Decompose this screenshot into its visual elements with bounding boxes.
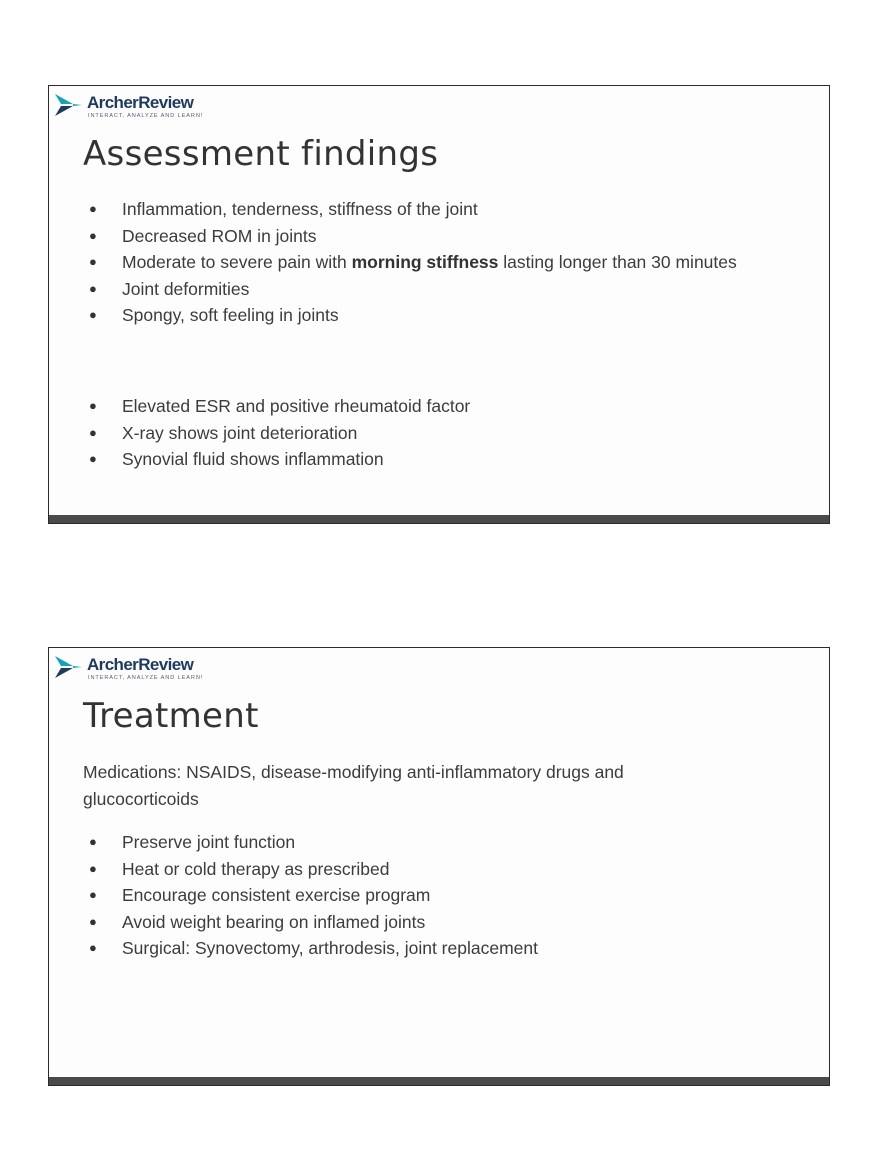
list-item: ● Inflammation, tenderness, stiffness of the joint xyxy=(89,196,762,223)
slide-assessment-findings xyxy=(48,85,830,524)
slide-footer-bar xyxy=(49,1077,829,1085)
slide-footer-bar xyxy=(49,515,829,523)
treatment-list xyxy=(89,829,762,962)
brand-name: ArcherReview xyxy=(87,655,194,674)
findings-list xyxy=(89,196,762,329)
list-item: ● Heat or cold therapy as prescribed xyxy=(89,856,762,883)
archer-review-logo xyxy=(55,92,215,120)
list-item-text: lasting longer than 30 minutes xyxy=(498,252,737,273)
list-item: ● Preserve joint function xyxy=(89,829,762,856)
list-item-text: Moderate to severe pain with xyxy=(122,252,352,273)
list-item: ● X-ray shows joint deterioration xyxy=(89,420,762,447)
list-item: ● Encourage consistent exercise program xyxy=(89,882,762,909)
brand-name: ArcherReview xyxy=(87,93,194,112)
list-item: ● Synovial fluid shows inflammation xyxy=(89,446,762,473)
emphasis-text: morning stiffness xyxy=(351,252,499,273)
brand-tagline: INTERACT, ANALYZE AND LEARN! xyxy=(88,113,204,119)
archer-arrow-icon xyxy=(55,654,83,680)
archer-review-logo xyxy=(55,654,215,682)
brand-tagline: INTERACT, ANALYZE AND LEARN! xyxy=(88,675,204,681)
lab-findings-list xyxy=(89,393,762,473)
list-item: ● Joint deformities xyxy=(89,276,762,303)
list-item: ● Decreased ROM in joints xyxy=(89,223,762,250)
archer-arrow-icon xyxy=(55,92,83,118)
list-item: ● Spongy, soft feeling in joints xyxy=(89,302,762,329)
slide-title: Assessment findings xyxy=(83,134,439,174)
list-item: ● Avoid weight bearing on inflamed joints xyxy=(89,909,762,936)
slide-title: Treatment xyxy=(83,696,259,736)
list-item: ● Elevated ESR and positive rheumatoid factor xyxy=(89,393,762,420)
list-item: ● Surgical: Synovectomy, arthrodesis, joint replacement xyxy=(89,935,762,962)
list-item xyxy=(89,249,762,276)
medications-text: Medications: NSAIDS, disease-modifying anti-inflammatory drugs and glucocorticoids xyxy=(83,762,624,809)
slide-treatment xyxy=(48,647,830,1086)
